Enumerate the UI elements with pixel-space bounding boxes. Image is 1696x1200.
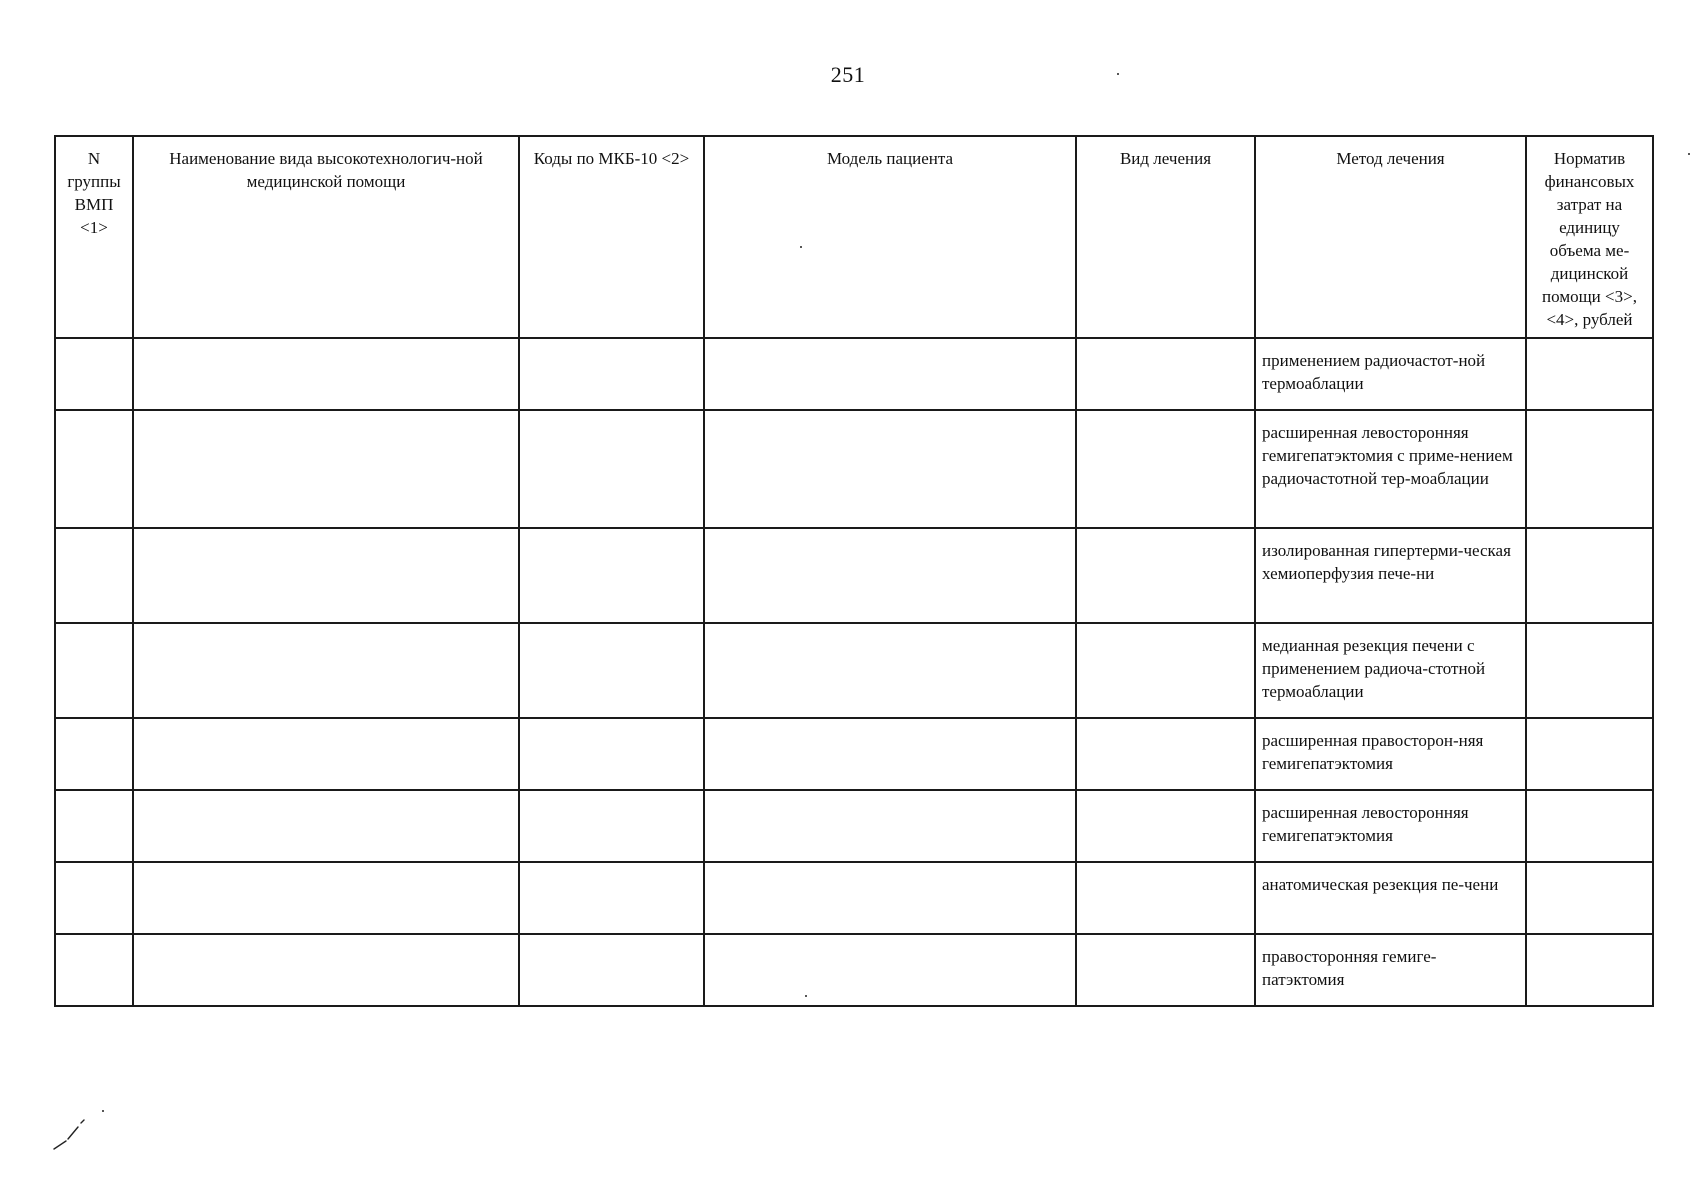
cell-cost-standard [1526, 528, 1653, 623]
cell-icd10-codes [519, 790, 704, 862]
cell-patient-model [704, 623, 1076, 718]
cell-treatment-method: медианная резекция печени с применением радиоча-стотной термоаблации [1255, 623, 1526, 718]
cell-treatment-type [1076, 862, 1255, 934]
cell-patient-model [704, 718, 1076, 790]
cell-cost-standard [1526, 338, 1653, 410]
cell-patient-model [704, 934, 1076, 1006]
cell-group-number [55, 623, 133, 718]
cell-icd10-codes [519, 338, 704, 410]
cell-treatment-method: изолированная гипертерми-ческая хемиоперфузия пече-ни [1255, 528, 1526, 623]
cell-care-type-name [133, 790, 519, 862]
cell-treatment-type [1076, 718, 1255, 790]
cell-group-number [55, 934, 133, 1006]
page-number: 251 [830, 62, 866, 87]
table-row [55, 623, 1653, 718]
scan-speck [1117, 73, 1119, 75]
cell-patient-model [704, 410, 1076, 528]
cell-care-type-name [133, 862, 519, 934]
cell-care-type-name [133, 338, 519, 410]
header-group-number: N группы ВМП <1> [55, 136, 133, 338]
cell-group-number [55, 790, 133, 862]
cell-cost-standard [1526, 718, 1653, 790]
cell-group-number [55, 718, 133, 790]
header-treatment-type: Вид лечения [1076, 136, 1255, 338]
table-row [55, 410, 1653, 528]
cell-care-type-name [133, 528, 519, 623]
cell-treatment-method: анатомическая резекция пе-чени [1255, 862, 1526, 934]
cell-icd10-codes [519, 718, 704, 790]
table-row [55, 338, 1653, 410]
cell-patient-model [704, 790, 1076, 862]
scan-speck [800, 246, 802, 248]
vmp-table [54, 135, 1654, 1007]
cell-group-number [55, 338, 133, 410]
scan-speck [1688, 153, 1690, 155]
header-treatment-method: Метод лечения [1255, 136, 1526, 338]
cell-icd10-codes [519, 623, 704, 718]
header-cost-standard: Норматив финансовых затрат на единицу объема ме-дицинской помощи <3>, <4>, рублей [1526, 136, 1653, 338]
header-icd10-codes: Коды по МКБ-10 <2> [519, 136, 704, 338]
cell-cost-standard [1526, 790, 1653, 862]
cell-care-type-name [133, 410, 519, 528]
cell-treatment-type [1076, 623, 1255, 718]
table-row [55, 528, 1653, 623]
cell-icd10-codes [519, 528, 704, 623]
header-row [55, 136, 1653, 338]
cell-treatment-type [1076, 338, 1255, 410]
cell-group-number [55, 410, 133, 528]
cell-treatment-type [1076, 790, 1255, 862]
cell-cost-standard [1526, 934, 1653, 1006]
cell-patient-model [704, 528, 1076, 623]
cell-treatment-type [1076, 528, 1255, 623]
cell-treatment-method: расширенная правосторон-няя гемигепатэктомия [1255, 718, 1526, 790]
table-row [55, 934, 1653, 1006]
header-patient-model: Модель пациента [704, 136, 1076, 338]
cell-treatment-type [1076, 934, 1255, 1006]
cell-icd10-codes [519, 934, 704, 1006]
pen-mark [48, 1105, 96, 1155]
cell-care-type-name [133, 623, 519, 718]
scan-speck [805, 995, 807, 997]
cell-care-type-name [133, 934, 519, 1006]
cell-group-number [55, 862, 133, 934]
cell-cost-standard [1526, 410, 1653, 528]
cell-treatment-method: расширенная левосторонняя гемигепатэктомия с приме-нением радиочастотной тер-моаблации [1255, 410, 1526, 528]
cell-care-type-name [133, 718, 519, 790]
cell-patient-model [704, 862, 1076, 934]
header-care-type-name: Наименование вида высокотехнологич-ной медицинской помощи [133, 136, 519, 338]
cell-group-number [55, 528, 133, 623]
cell-patient-model [704, 338, 1076, 410]
cell-treatment-method: применением радиочастот-ной термоаблации [1255, 338, 1526, 410]
scan-speck [102, 1110, 104, 1112]
cell-treatment-type [1076, 410, 1255, 528]
cell-icd10-codes [519, 410, 704, 528]
table-row [55, 862, 1653, 934]
table-row [55, 790, 1653, 862]
cell-treatment-method: расширенная левосторонняя гемигепатэктомия [1255, 790, 1526, 862]
cell-treatment-method: правосторонняя гемиге-патэктомия [1255, 934, 1526, 1006]
table-row [55, 718, 1653, 790]
cell-cost-standard [1526, 862, 1653, 934]
cell-icd10-codes [519, 862, 704, 934]
cell-cost-standard [1526, 623, 1653, 718]
